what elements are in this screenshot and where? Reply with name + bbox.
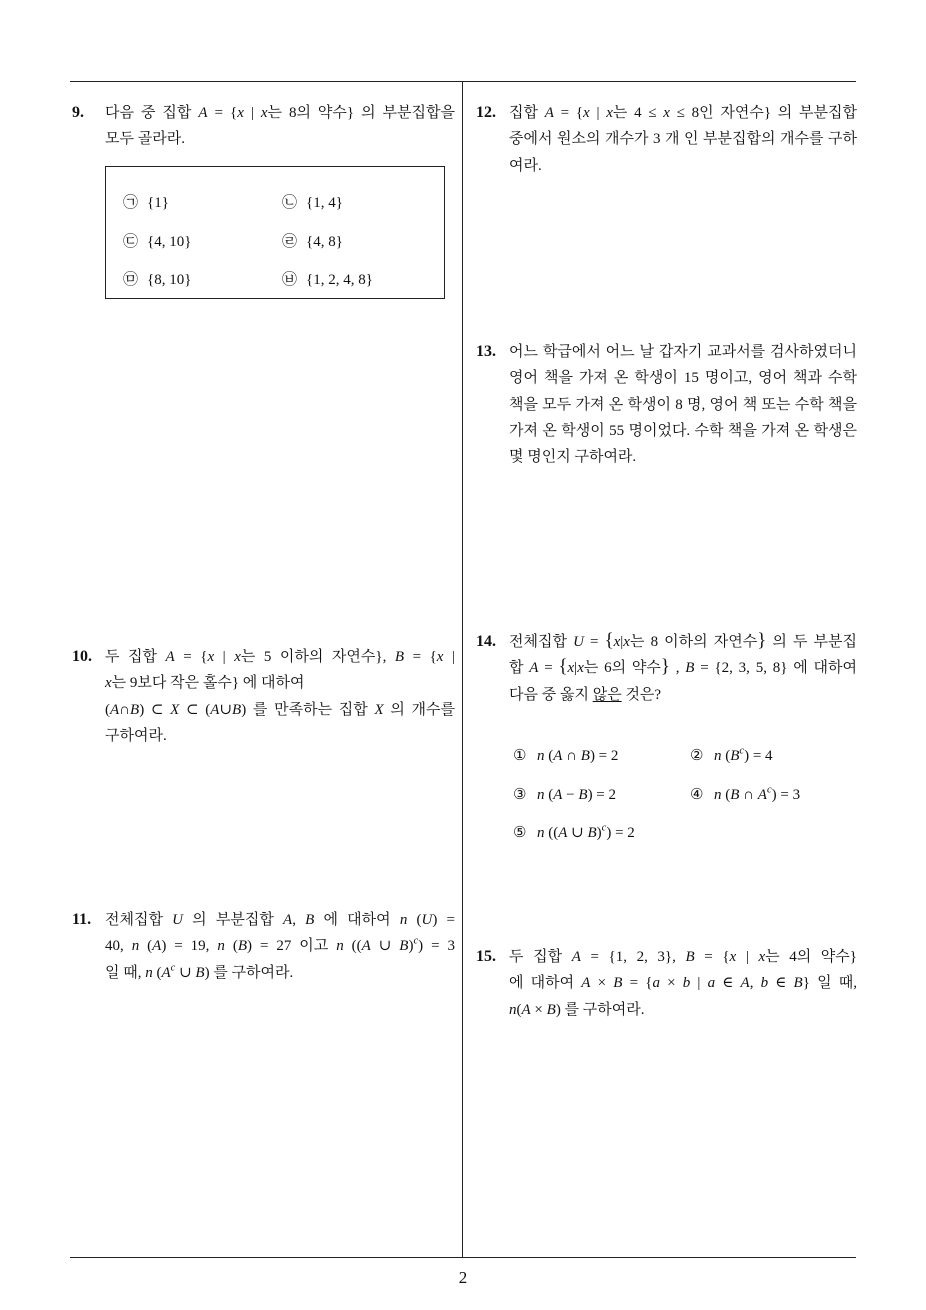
math-variable: U	[573, 634, 584, 650]
math-variable: B	[394, 649, 405, 665]
choice-item	[513, 776, 690, 815]
text-line	[105, 723, 455, 749]
math-variable: x	[567, 660, 575, 677]
text-run: 는 9보다 작은 홀수} 에 대하여	[111, 675, 305, 692]
text-run: ) = 19,	[161, 938, 218, 955]
column-divider	[462, 82, 463, 1258]
text-run: 것은?	[621, 686, 662, 703]
text-run: 는 8의 약수} 의 부분집합을	[267, 105, 456, 121]
text-run: ∪	[219, 701, 233, 718]
text-run: 두 집합	[105, 649, 166, 665]
text-line	[105, 697, 455, 723]
text-run: 다음 중 옳지	[509, 686, 593, 703]
math-variable: A	[161, 964, 171, 981]
text-line	[105, 644, 455, 670]
text-run: (	[224, 938, 238, 955]
text-run: (	[139, 938, 153, 955]
math-variable: A	[110, 701, 120, 718]
text-run: 전체집합	[509, 634, 574, 650]
math-variable: B	[580, 748, 590, 764]
math-variable: B	[613, 975, 623, 992]
text-run: ∈	[715, 975, 741, 992]
math-variable: A	[558, 825, 568, 841]
text-line-content	[509, 153, 542, 179]
text-run: ) = 27 이고	[247, 938, 337, 955]
math-variable: U	[172, 912, 183, 928]
text-run: 40,	[105, 938, 132, 955]
text-line	[509, 126, 857, 152]
question-number: 14.	[476, 633, 496, 650]
math-variable: A	[571, 949, 581, 965]
question-text	[105, 100, 455, 153]
math-variable: n	[509, 1001, 517, 1018]
text-line	[509, 655, 857, 681]
text-run: 일 때,	[105, 964, 146, 981]
math-variable: A	[544, 105, 554, 121]
math-variable: A	[740, 975, 750, 992]
text-run: |	[214, 649, 235, 665]
math-variable: x	[613, 634, 621, 650]
text-run: |	[589, 105, 607, 121]
text-line-content	[509, 997, 645, 1023]
text-run: ,	[292, 912, 306, 928]
question-text	[509, 100, 857, 179]
text-run: 다음 중 집합	[105, 105, 199, 121]
text-run: 는 8 이하의 자연수	[629, 634, 758, 650]
text-run: (	[544, 786, 554, 803]
text-run: 구하여라.	[105, 727, 167, 744]
text-run: 어느 학급에서 어느 날 갑자기 교과서를 검사하였더니	[509, 344, 857, 360]
choice-value: {1, 4}	[306, 195, 343, 211]
math-variable: A	[529, 660, 539, 677]
text-run: ×	[659, 975, 683, 992]
math-variable: x	[729, 949, 737, 965]
text-line-content	[509, 100, 857, 126]
math-variable: x	[583, 105, 590, 121]
question-number: 15.	[476, 948, 496, 965]
math-variable: b	[682, 975, 691, 992]
math-variable: U	[421, 912, 433, 928]
math-variable: n	[145, 964, 153, 981]
question-text	[509, 944, 857, 1023]
choice-value: {1, 2, 4, 8}	[306, 272, 373, 288]
text-line-content	[105, 697, 455, 723]
text-run: |	[574, 660, 578, 677]
text-run: 집합	[509, 105, 545, 121]
text-line-content	[105, 644, 455, 670]
text-line	[105, 126, 455, 152]
text-line	[509, 100, 857, 126]
page-number: 2	[458, 1268, 468, 1287]
math-variable: B	[587, 825, 597, 841]
choice-label: ①	[513, 748, 527, 764]
underlined-text: 않은	[592, 686, 622, 703]
superscript: c	[413, 936, 419, 947]
text-run: |	[243, 105, 261, 121]
text-run: =	[538, 660, 559, 677]
text-run: } 일 때,	[802, 975, 857, 992]
text-run: ⊂ (	[179, 701, 211, 718]
text-run: ((	[544, 825, 559, 841]
math-variable: B	[685, 660, 695, 677]
text-run: = {2, 3, 5, 8} 에 대하여	[694, 660, 857, 677]
text-run: ) = 3	[771, 786, 801, 803]
text-line-content	[105, 907, 455, 933]
math-variable: a	[652, 975, 660, 992]
choice-item	[123, 223, 282, 262]
math-variable: B	[546, 1001, 556, 1018]
text-run: 가져 온 학생이 55 명이었다. 수학 책을 가져 온 학생은	[509, 422, 857, 439]
math-variable: x	[105, 675, 112, 692]
text-run: 에 대하여	[314, 912, 400, 928]
text-run: ) = 4	[744, 748, 773, 764]
math-variable: n	[399, 912, 408, 928]
math-variable: n	[217, 938, 225, 955]
text-line-content	[105, 723, 167, 749]
math-variable: X	[374, 701, 384, 718]
math-variable: x	[207, 649, 215, 665]
choice-item	[282, 261, 444, 300]
text-run: ) ⊂	[139, 701, 171, 718]
bottom-rule	[70, 1257, 856, 1258]
text-run: 의 개수를	[383, 701, 455, 718]
math-variable: B	[305, 912, 315, 928]
choice-label: ㉥	[282, 272, 298, 288]
text-line	[509, 418, 857, 444]
text-run: ) 를 구하여라.	[555, 1001, 645, 1018]
text-run: 는 5 이하의 자연수},	[240, 649, 395, 665]
text-run: 합	[509, 660, 530, 677]
math-variable: x	[606, 105, 613, 121]
text-run: |	[443, 649, 455, 665]
choice-label: ④	[690, 786, 704, 803]
text-run: 의 부분집합	[183, 912, 284, 928]
math-variable: n	[714, 786, 722, 803]
superscript: c	[739, 745, 745, 757]
math-variable: x	[663, 105, 670, 121]
text-run: 여라.	[509, 157, 542, 174]
math-variable: A	[553, 786, 563, 803]
text-run: (	[105, 701, 110, 718]
superscript: c	[170, 962, 176, 974]
question-text	[105, 644, 455, 749]
math-variable: n	[537, 825, 545, 841]
math-variable: A	[757, 786, 767, 803]
text-run: ×	[590, 975, 614, 992]
text-line-content	[509, 365, 857, 391]
choice-value: {4, 10}	[147, 233, 192, 250]
choice-item	[513, 814, 690, 853]
choice-expression	[714, 745, 773, 764]
text-run: )	[408, 938, 414, 955]
text-run: = {	[404, 649, 437, 665]
math-variable: B	[237, 938, 247, 955]
text-line	[509, 153, 857, 179]
text-run: (	[152, 964, 162, 981]
text-run: 는 4의 약수}	[765, 949, 857, 965]
text-run: ) =	[432, 912, 455, 928]
math-variable: B	[793, 975, 803, 992]
choice-expression	[714, 784, 801, 803]
text-run: 영어 책을 가져 온 학생이 15 명이고, 영어 책과 수학	[509, 370, 857, 387]
text-run: 에 대하여	[509, 975, 582, 992]
text-run: 모두 골라라.	[105, 131, 185, 148]
question-text	[509, 629, 857, 708]
text-run: ≤ 8인 자연수} 의 부분집합	[669, 105, 857, 121]
choice-value: {1}	[147, 195, 169, 211]
choice-label: ③	[513, 786, 527, 803]
text-run: ) = 2	[606, 825, 635, 841]
text-run: = {	[553, 105, 584, 121]
math-variable: n	[336, 938, 344, 955]
text-run: ((	[343, 938, 362, 955]
text-run: ) = 2	[587, 786, 617, 803]
math-variable: B	[578, 786, 588, 803]
text-run: ) = 2	[589, 748, 619, 764]
choice-expression	[537, 748, 618, 764]
math-variable: A	[165, 649, 175, 665]
text-run: (	[544, 748, 554, 764]
text-run: = {	[622, 975, 653, 992]
math-variable: A	[283, 912, 293, 928]
math-variable: A	[521, 1001, 531, 1018]
text-line-content	[105, 670, 305, 696]
delimiter: {	[558, 656, 568, 678]
text-run: (	[721, 748, 731, 764]
choice-label: ㉡	[282, 195, 298, 211]
text-line	[509, 997, 857, 1023]
text-run: =	[583, 634, 605, 650]
math-variable: B	[232, 701, 242, 718]
math-variable: n	[537, 748, 545, 764]
text-line	[105, 100, 455, 126]
text-run: |	[620, 634, 624, 650]
text-run: ∪	[370, 938, 400, 955]
choice-item	[690, 737, 858, 776]
text-line-content	[105, 126, 185, 152]
text-run: 책을 모두 가져 온 학생이 8 명, 영어 책 또는 수학 책을	[509, 396, 857, 413]
question-text	[509, 339, 857, 470]
question-number: 10.	[72, 648, 92, 665]
text-line	[509, 629, 857, 655]
text-line	[509, 392, 857, 418]
text-line	[509, 682, 857, 708]
choice-item	[123, 261, 282, 300]
choice-label: ②	[690, 748, 704, 764]
text-run: ) = 3	[418, 938, 455, 955]
choice-value: {8, 10}	[147, 272, 192, 288]
choice-item	[282, 223, 444, 262]
choice-label: ⑤	[513, 825, 527, 841]
delimiter: {	[604, 630, 614, 651]
math-variable: A	[581, 975, 591, 992]
text-line	[509, 944, 857, 970]
text-run: −	[562, 786, 579, 803]
math-variable: A	[152, 938, 162, 955]
math-variable: B	[399, 938, 409, 955]
math-variable: x	[623, 634, 630, 650]
delimiter: }	[757, 630, 767, 651]
text-run: = {	[174, 649, 208, 665]
math-variable: X	[170, 701, 180, 718]
text-run: )	[596, 825, 602, 841]
answer-choices	[513, 737, 858, 853]
text-run: ) 를 구하여라.	[204, 964, 294, 981]
text-run: 두 집합	[509, 949, 572, 965]
choice-item	[690, 776, 858, 815]
text-line-content	[509, 339, 857, 365]
text-run: 는 6의 약수	[583, 660, 661, 677]
math-variable: B	[730, 748, 740, 764]
text-line-content	[105, 933, 455, 959]
text-run: (	[516, 1001, 522, 1018]
question-number: 13.	[476, 343, 496, 360]
text-line-content	[509, 655, 857, 681]
text-run: (	[721, 786, 731, 803]
math-variable: B	[730, 786, 740, 803]
math-variable: B	[130, 701, 140, 718]
delimiter: }	[660, 656, 670, 678]
text-line	[105, 907, 455, 933]
text-line	[509, 339, 857, 365]
text-run: ∩	[562, 748, 581, 764]
text-run: ∈	[768, 975, 794, 992]
text-run: ,	[749, 975, 761, 992]
math-variable: x	[260, 105, 268, 121]
question-number: 9.	[72, 104, 84, 121]
math-variable: a	[707, 975, 716, 992]
text-run: ) 를 만족하는 집합	[241, 701, 375, 718]
text-line-content	[105, 960, 293, 986]
math-variable: A	[361, 938, 371, 955]
text-run: 는 4 ≤	[612, 105, 664, 121]
text-run: ∩	[739, 786, 758, 803]
text-run: |	[690, 975, 708, 992]
superscript: c	[766, 784, 772, 796]
text-line-content	[509, 392, 857, 418]
text-run: = {	[694, 949, 730, 965]
math-variable: A	[210, 701, 220, 718]
math-variable: x	[237, 105, 244, 121]
math-variable: A	[553, 748, 563, 764]
text-line-content	[509, 126, 857, 152]
text-run: ∪	[567, 825, 588, 841]
math-variable: x	[436, 649, 444, 665]
text-run: (	[407, 912, 422, 928]
text-line-content	[509, 682, 661, 708]
math-variable: b	[760, 975, 769, 992]
text-run: 몇 명인지 구하여라.	[509, 449, 637, 466]
choice-value: {4, 8}	[306, 233, 343, 250]
choice-item	[513, 737, 690, 776]
text-run: 의 두 부분집	[766, 634, 858, 650]
text-line-content	[509, 970, 857, 996]
math-variable: n	[537, 786, 545, 803]
text-line	[105, 960, 455, 986]
question-number: 11.	[72, 911, 92, 928]
text-line-content	[105, 100, 455, 126]
text-run: |	[736, 949, 759, 965]
choice-expression	[537, 822, 635, 841]
choice-label: ㉠	[123, 195, 139, 211]
text-run: ×	[530, 1001, 547, 1018]
top-rule	[70, 81, 856, 82]
text-line-content	[509, 629, 857, 655]
math-variable: n	[131, 938, 140, 955]
text-run: = {	[207, 105, 238, 121]
choice-label: ㉣	[282, 233, 298, 250]
text-run: = {1, 2, 3},	[580, 949, 686, 965]
math-variable: B	[685, 949, 695, 965]
choice-item	[282, 184, 444, 223]
choice-item	[123, 184, 282, 223]
text-run: 전체집합	[105, 912, 173, 928]
text-line	[105, 933, 455, 959]
math-variable: x	[577, 660, 584, 677]
choice-box	[105, 166, 445, 299]
text-run: ∩	[119, 701, 131, 718]
text-line	[105, 670, 455, 696]
question-text	[105, 907, 455, 986]
choice-label: ㉢	[123, 233, 139, 250]
text-line	[509, 444, 857, 470]
math-variable: B	[195, 964, 205, 981]
math-variable: n	[714, 748, 722, 764]
text-line-content	[509, 444, 636, 470]
text-run: ∪	[175, 964, 196, 981]
text-run: 중에서 원소의 개수가 3 개 인 부분집합의 개수를 구하	[509, 131, 857, 148]
choice-label: ㉤	[123, 272, 139, 288]
text-line-content	[509, 944, 857, 970]
text-line	[509, 365, 857, 391]
math-variable: x	[234, 649, 241, 665]
math-variable: x	[758, 949, 766, 965]
math-variable: A	[198, 105, 208, 121]
text-run: ,	[669, 660, 686, 677]
superscript: c	[601, 822, 607, 834]
text-line	[509, 970, 857, 996]
choice-expression	[537, 787, 616, 803]
question-number: 12.	[476, 104, 496, 121]
text-line-content	[509, 418, 857, 444]
